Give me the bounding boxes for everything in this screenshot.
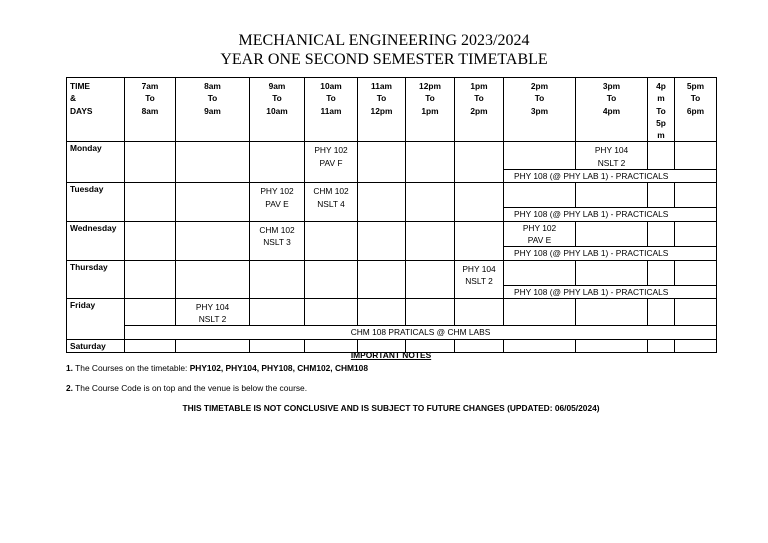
header-slot-3pm: 3pm To 4pm [576, 78, 648, 142]
timetable-grid [66, 77, 717, 353]
cell-tuesday-9am: PHY 102 PAV E [250, 183, 305, 221]
title-line-1: MECHANICAL ENGINEERING 2023/2024 [238, 32, 530, 49]
cell-wednesday-2pm: PHY 102 PAV E [504, 221, 576, 247]
practical-monday-phy108: PHY 108 (@ PHY LAB 1) - PRACTICALS [504, 170, 717, 183]
practical-wednesday-phy108: PHY 108 (@ PHY LAB 1) - PRACTICALS [504, 247, 717, 260]
notes-title: IMPORTANT NOTES [350, 350, 432, 360]
header-slot-9am: 9am To 10am [250, 78, 305, 142]
cell-tuesday-10am: CHM 102 NSLT 4 [305, 183, 358, 221]
practical-tuesday-phy108: PHY 108 (@ PHY LAB 1) - PRACTICALS [504, 208, 717, 221]
note-2: 2. The Course Code is on top and the venue is below the course. [66, 383, 308, 393]
row-friday-practicals [67, 326, 717, 339]
header-slot-4pm: 4p m To 5p m [648, 78, 675, 142]
day-label-wednesday: Wednesday [67, 221, 125, 260]
header-time-days: TIME & DAYS [67, 78, 125, 142]
cell-thursday-1pm: PHY 104 NSLT 2 [455, 260, 504, 298]
row-friday [67, 298, 717, 326]
row-monday [67, 142, 717, 170]
header-slot-10am: 10am To 11am [305, 78, 358, 142]
header-slot-11am: 11am To 12pm [358, 78, 406, 142]
cell-monday-10am: PHY 102 PAV F [305, 142, 358, 183]
header-slot-7am: 7am To 8am [125, 78, 176, 142]
cell-friday-8am: PHY 104 NSLT 2 [176, 298, 250, 326]
header-slot-2pm: 2pm To 3pm [504, 78, 576, 142]
day-label-friday: Friday [67, 298, 125, 339]
day-label-tuesday: Tuesday [67, 183, 125, 221]
cell-wednesday-9am: CHM 102 NSLT 3 [250, 221, 305, 260]
header-slot-1pm: 1pm To 2pm [455, 78, 504, 142]
header-row [67, 78, 717, 142]
notes-section [66, 350, 716, 413]
note-1-courses: PHY102, PHY104, PHY108, CHM102, CHM108 [189, 363, 368, 373]
note-1: 1. The Courses on the timetable: PHY102, PHY104, PHY108, CHM102, CHM108 [66, 363, 368, 373]
practical-thursday-phy108: PHY 108 (@ PHY LAB 1) - PRACTICALS [504, 285, 717, 298]
header-slot-8am: 8am To 9am [176, 78, 250, 142]
row-tuesday [67, 183, 717, 208]
day-label-thursday: Thursday [67, 260, 125, 298]
row-thursday [67, 260, 717, 285]
row-wednesday [67, 221, 717, 247]
header-slot-5pm: 5pm To 6pm [675, 78, 717, 142]
title-block [0, 31, 768, 69]
title-line-2: YEAR ONE SECOND SEMESTER TIMETABLE [220, 51, 548, 68]
day-label-saturday: Saturday [67, 339, 125, 352]
practical-friday-chm108: CHM 108 PRATICALS @ CHM LABS [125, 326, 717, 339]
header-slot-12pm: 12pm To 1pm [406, 78, 455, 142]
cell-monday-3pm: PHY 104 NSLT 2 [576, 142, 648, 170]
day-label-monday: Monday [67, 142, 125, 183]
disclaimer: THIS TIMETABLE IS NOT CONCLUSIVE AND IS SUBJECT TO FUTURE CHANGES (UPDATED: 06/05/2024) [182, 403, 600, 413]
